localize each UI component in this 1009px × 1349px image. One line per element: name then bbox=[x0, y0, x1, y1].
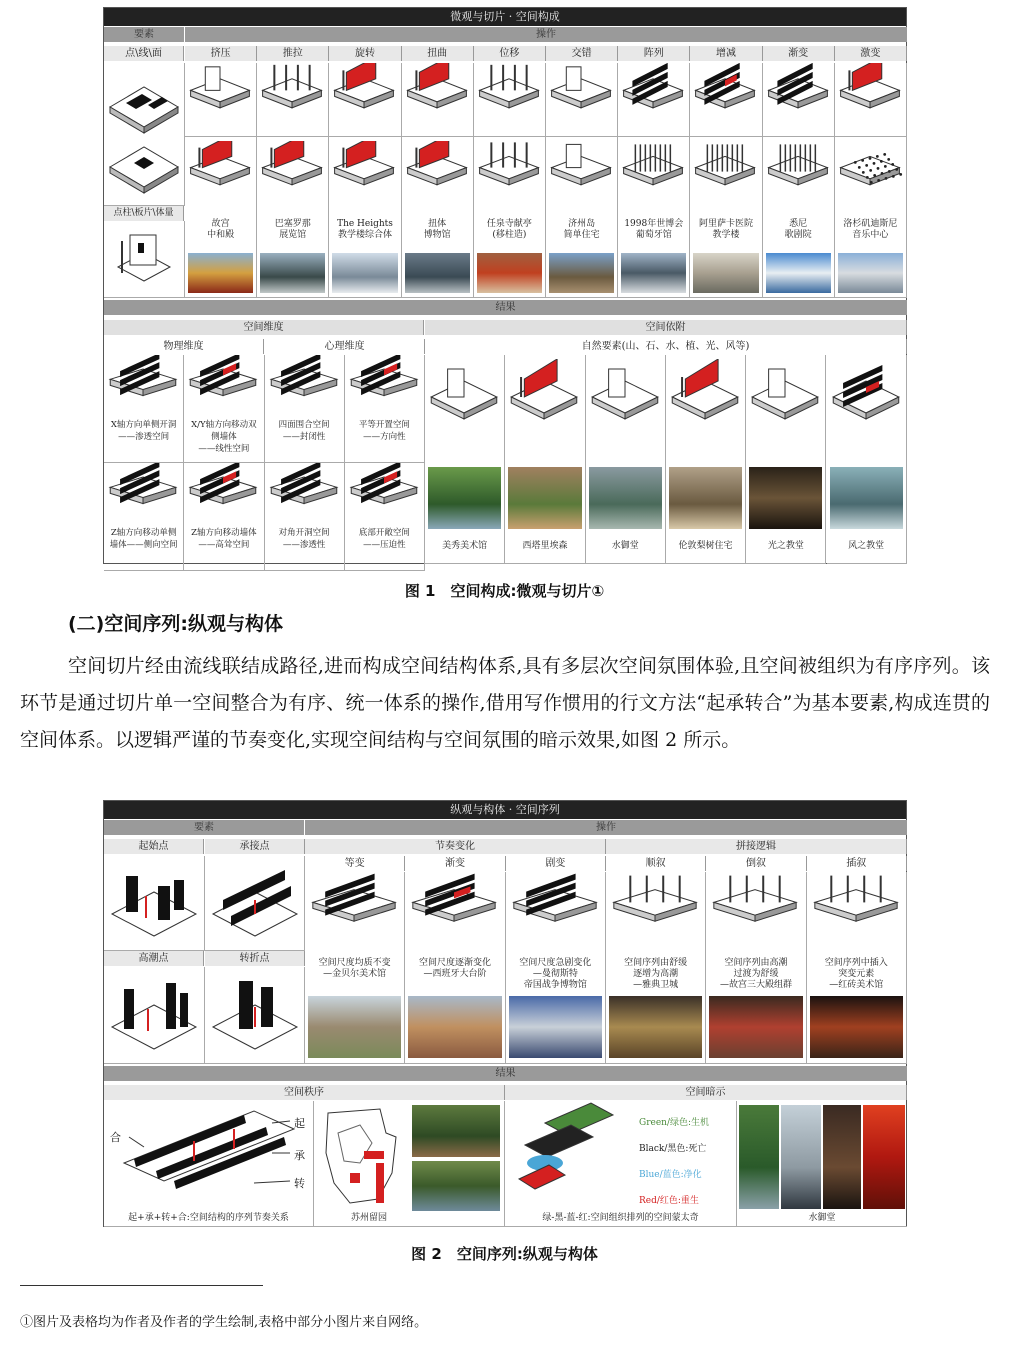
dependency-caption-4: 光之教堂 bbox=[767, 541, 804, 551]
seq-op-photo-1 bbox=[408, 996, 501, 1058]
element-label-column-slab-volume: 点柱\板片\体量 bbox=[104, 206, 184, 221]
footnote-rule bbox=[20, 1285, 263, 1286]
operation-caption-8: 悉尼 歌剧院 bbox=[784, 219, 812, 240]
continue-point-header: 承接点 bbox=[205, 839, 305, 854]
seq-op-header-0: 等变 bbox=[305, 856, 405, 871]
operation-header-2: 旋转 bbox=[329, 46, 401, 61]
dimension-cell-7 bbox=[345, 463, 425, 571]
garden-photo-2 bbox=[412, 1161, 500, 1211]
operation-cell-5 bbox=[546, 137, 618, 298]
operation-header-5: 交错 bbox=[546, 46, 618, 61]
operation-header-9: 激变 bbox=[835, 46, 907, 61]
seq-op-header-4: 倒叙 bbox=[706, 856, 806, 871]
dimension-caption-2: 四面围合空间 ——封闭性 bbox=[278, 420, 330, 442]
color-legend-3: Red/红色:重生 bbox=[639, 1196, 699, 1206]
spatial-dimension-header: 空间维度 bbox=[104, 320, 424, 335]
dependency-cell-0 bbox=[425, 355, 505, 564]
dimension-caption-0: X轴方向单侧开洞 ——渗透空间 bbox=[110, 420, 177, 442]
dimension-caption-1: X/Y轴方向移动双 侧墙体 ——线性空间 bbox=[191, 420, 257, 454]
splice-header: 拼接逻辑 bbox=[606, 839, 907, 854]
dimension-caption-4: Z轴方向移动单侧 墙体——侧向空间 bbox=[109, 528, 178, 550]
figure-2 bbox=[103, 800, 907, 1227]
figure2-results-header: 结果 bbox=[104, 1066, 907, 1081]
rhythm-header: 节奏变化 bbox=[305, 839, 606, 854]
seq-op-cell-1 bbox=[405, 872, 505, 1064]
seq-label-cheng: 承 bbox=[294, 1149, 305, 1162]
seq-op-caption-0: 空间尺度均质不变 —金贝尔美术馆 bbox=[318, 958, 391, 979]
operation-caption-0: 故宫 中和殿 bbox=[207, 219, 235, 240]
operation-photo-0 bbox=[188, 253, 253, 293]
space-hint-header: 空间暗示 bbox=[505, 1085, 907, 1100]
operation-photo-9 bbox=[838, 253, 903, 293]
figure1-operations-header: 操作 bbox=[185, 27, 907, 42]
space-order-header: 空间秩序 bbox=[104, 1085, 505, 1100]
operation-header-1: 推拉 bbox=[257, 46, 329, 61]
operation-header-4: 位移 bbox=[474, 46, 546, 61]
seq-label-zhuan: 转 bbox=[294, 1177, 305, 1190]
dependency-photo-5 bbox=[830, 467, 903, 529]
seq-op-caption-4: 空间序列由高潮 过渡为舒缓 —故宫三大殿组群 bbox=[719, 958, 792, 990]
garden-caption: 苏州留园 bbox=[350, 1213, 387, 1223]
seq-op-cell-5 bbox=[807, 872, 907, 1064]
order-caption: 起+承+转+合:空间结构的序列节奏关系 bbox=[128, 1213, 289, 1223]
start-point-diagram bbox=[104, 856, 205, 951]
turn-point-diagram bbox=[205, 967, 305, 1064]
dimension-caption-7: 底部开敞空间 ——压迫性 bbox=[358, 528, 410, 550]
dimension-cell-0 bbox=[104, 355, 184, 463]
operation-photo-6 bbox=[621, 253, 686, 293]
climax-point-diagram bbox=[104, 967, 205, 1064]
water-temple-photo-3 bbox=[823, 1105, 861, 1209]
operation-photo-2 bbox=[332, 253, 397, 293]
element-diagram-volume bbox=[104, 221, 185, 298]
operation-photo-7 bbox=[693, 253, 758, 293]
dependency-photo-4 bbox=[749, 467, 822, 529]
figure-1 bbox=[103, 7, 907, 564]
seq-op-caption-2: 空间尺度急剧变化 —曼彻斯特 帝国战争博物馆 bbox=[519, 958, 592, 990]
color-legend-0: Green/绿色:生机 bbox=[639, 1118, 710, 1128]
figure2-banner: 纵观与构体 · 空间序列 bbox=[104, 801, 906, 819]
spatial-dependency-header: 空间依附 bbox=[425, 320, 907, 335]
operation-caption-1: 巴塞罗那 展览馆 bbox=[274, 219, 311, 240]
dependency-caption-2: 水御堂 bbox=[611, 541, 639, 551]
seq-op-cell-4 bbox=[706, 872, 806, 1064]
figure2-elements-header: 要素 bbox=[104, 820, 304, 835]
operation-diagram-top-9 bbox=[835, 63, 907, 137]
body-paragraph: 空间切片经由流线联结成路径,进而构成空间结构体系,具有多层次空间氛围体验,且空间被组织为有序序列。该环节是通过切片单一空间整合为有序、统一体系的操作,借用写作惯用的行文方法“起承转合”为基本要素,构成连贯的空间体系。以逻辑严谨的节奏变化,实现空间结构与空间氛围的暗示效果,如图 2 所示。 bbox=[20, 655, 990, 751]
operation-cell-9 bbox=[835, 137, 907, 298]
operation-header-8: 渐变 bbox=[763, 46, 835, 61]
seq-op-photo-0 bbox=[308, 996, 401, 1058]
dimension-cell-1 bbox=[184, 355, 264, 463]
seq-op-caption-1: 空间尺度逐渐变化 —西班牙大台阶 bbox=[418, 958, 491, 979]
natural-elements-header: 自然要素(山、石、水、植、光、风等) bbox=[425, 339, 907, 354]
operation-cell-8 bbox=[763, 137, 835, 298]
seq-label-qi: 起 bbox=[294, 1117, 305, 1130]
dependency-photo-0 bbox=[428, 467, 501, 529]
sequence-diagram bbox=[104, 1101, 314, 1227]
climax-point-header: 高潮点 bbox=[104, 951, 204, 966]
color-legend-2: Blue/蓝色:净化 bbox=[639, 1170, 702, 1180]
dependency-caption-0: 美秀美术馆 bbox=[442, 541, 488, 551]
continue-point-diagram bbox=[205, 856, 305, 951]
seq-op-photo-3 bbox=[609, 996, 702, 1058]
operation-diagram-top-6 bbox=[618, 63, 690, 137]
operation-header-6: 阵列 bbox=[618, 46, 690, 61]
color-montage-cell bbox=[505, 1101, 737, 1227]
seq-op-photo-2 bbox=[509, 996, 602, 1058]
seq-op-header-2: 剧变 bbox=[506, 856, 606, 871]
operation-diagram-top-2 bbox=[329, 63, 401, 137]
dependency-cell-2 bbox=[586, 355, 666, 564]
operation-photo-4 bbox=[477, 253, 542, 293]
hint-caption: 绿-黑-蓝-红:空间组织排列的空间蒙太奇 bbox=[542, 1213, 699, 1223]
operation-diagram-top-0 bbox=[185, 63, 257, 137]
seq-op-cell-2 bbox=[506, 872, 606, 1064]
figure1-results-header: 结果 bbox=[104, 300, 907, 315]
seq-op-photo-4 bbox=[709, 996, 802, 1058]
dependency-caption-3: 伦敦梨树住宅 bbox=[678, 541, 733, 551]
seq-op-header-3: 顺叙 bbox=[606, 856, 706, 871]
turn-point-header: 转折点 bbox=[205, 951, 305, 966]
dependency-photo-3 bbox=[669, 467, 742, 529]
operation-header-7: 增减 bbox=[690, 46, 762, 61]
element-label-point-line-plane: 点\线\面 bbox=[104, 46, 184, 61]
operation-caption-4: 任泉寺献亭 (移柱造) bbox=[486, 219, 532, 240]
seq-op-caption-3: 空间序列由舒缓 逐增为高潮 —雅典卫城 bbox=[624, 958, 688, 990]
operation-caption-9: 洛杉矶迪斯尼 音乐中心 bbox=[843, 219, 898, 240]
element-diagram-point-line-plane bbox=[104, 63, 185, 206]
figure-2-caption: 图 2 空间序列:纵观与构体 bbox=[411, 1245, 598, 1263]
operation-caption-5: 济州岛 简单住宅 bbox=[563, 219, 600, 240]
start-point-header: 起始点 bbox=[104, 839, 204, 854]
operation-cell-7 bbox=[690, 137, 762, 298]
operation-caption-2: The Heights 教学楼综合体 bbox=[337, 219, 393, 240]
dimension-cell-3 bbox=[345, 355, 425, 463]
dimension-cell-5 bbox=[184, 463, 264, 571]
dependency-photo-1 bbox=[508, 467, 581, 529]
operation-photo-1 bbox=[260, 253, 325, 293]
psych-dimension-header: 心理维度 bbox=[265, 339, 425, 354]
water-temple-cell bbox=[737, 1101, 907, 1227]
water-temple-photo-4 bbox=[863, 1105, 905, 1209]
operation-diagram-top-5 bbox=[546, 63, 618, 137]
dimension-caption-3: 平等开置空间 ——方向性 bbox=[358, 420, 410, 442]
dimension-cell-4 bbox=[104, 463, 184, 571]
operation-photo-5 bbox=[549, 253, 614, 293]
color-legend-1: Black/黑色:死亡 bbox=[639, 1144, 707, 1154]
dimension-caption-6: 对角开洞空间 ——渗透性 bbox=[278, 528, 330, 550]
seq-op-cell-3 bbox=[606, 872, 706, 1064]
operation-diagram-top-3 bbox=[402, 63, 474, 137]
footnote: ①图片及表格均为作者及作者的学生绘制,表格中部分小图片来自网络。 bbox=[20, 1315, 428, 1330]
seq-label-he: 合 bbox=[110, 1131, 121, 1144]
operation-caption-6: 1998年世博会 葡萄牙馆 bbox=[624, 219, 684, 240]
section-heading: (二)空间序列:纵观与构体 bbox=[68, 613, 283, 635]
operation-cell-6 bbox=[618, 137, 690, 298]
operation-header-3: 扭曲 bbox=[402, 46, 474, 61]
operation-header-0: 挤压 bbox=[185, 46, 257, 61]
figure-1-caption: 图 1 空间构成:微观与切片① bbox=[404, 582, 605, 600]
dependency-cell-1 bbox=[505, 355, 585, 564]
dependency-photo-2 bbox=[589, 467, 662, 529]
dependency-cell-5 bbox=[827, 355, 907, 564]
operation-cell-3 bbox=[402, 137, 474, 298]
operation-diagram-top-8 bbox=[763, 63, 835, 137]
dimension-cell-6 bbox=[265, 463, 345, 571]
operation-photo-3 bbox=[405, 253, 470, 293]
operation-photo-8 bbox=[766, 253, 831, 293]
dimension-cell-2 bbox=[265, 355, 345, 463]
seq-op-header-1: 渐变 bbox=[405, 856, 505, 871]
physical-dimension-header: 物理维度 bbox=[104, 339, 264, 354]
operation-cell-2 bbox=[329, 137, 401, 298]
figure1-elements-header: 要素 bbox=[104, 27, 184, 42]
suzhou-garden-cell bbox=[314, 1101, 505, 1227]
water-temple-photo-1 bbox=[739, 1105, 779, 1209]
operation-diagram-top-7 bbox=[690, 63, 762, 137]
operation-diagram-top-1 bbox=[257, 63, 329, 137]
dependency-cell-4 bbox=[746, 355, 826, 564]
operation-diagram-top-4 bbox=[474, 63, 546, 137]
seq-op-caption-5: 空间序列中插入 突变元素 —红砖美术馆 bbox=[824, 958, 888, 990]
operation-cell-1 bbox=[257, 137, 329, 298]
operation-cell-4 bbox=[474, 137, 546, 298]
dimension-caption-5: Z轴方向移动墙体 ——高耸空间 bbox=[191, 528, 257, 550]
seq-op-photo-5 bbox=[810, 996, 903, 1058]
garden-photo-1 bbox=[412, 1105, 500, 1157]
operation-caption-7: 阿里萨卡医院 教学楼 bbox=[698, 219, 753, 240]
dependency-caption-1: 西塔里埃森 bbox=[522, 541, 568, 551]
figure1-banner: 微观与切片 · 空间构成 bbox=[104, 8, 906, 26]
operation-caption-3: 扭体 博物馆 bbox=[423, 219, 451, 240]
water-temple-photo-2 bbox=[781, 1105, 821, 1209]
dependency-cell-3 bbox=[666, 355, 746, 564]
figure2-operations-header: 操作 bbox=[305, 820, 907, 835]
seq-op-cell-0 bbox=[305, 872, 405, 1064]
operation-cell-0 bbox=[185, 137, 257, 298]
seq-op-header-5: 插叙 bbox=[807, 856, 907, 871]
dependency-caption-5: 风之教堂 bbox=[848, 541, 885, 551]
water-temple-caption: 水御堂 bbox=[808, 1213, 836, 1223]
